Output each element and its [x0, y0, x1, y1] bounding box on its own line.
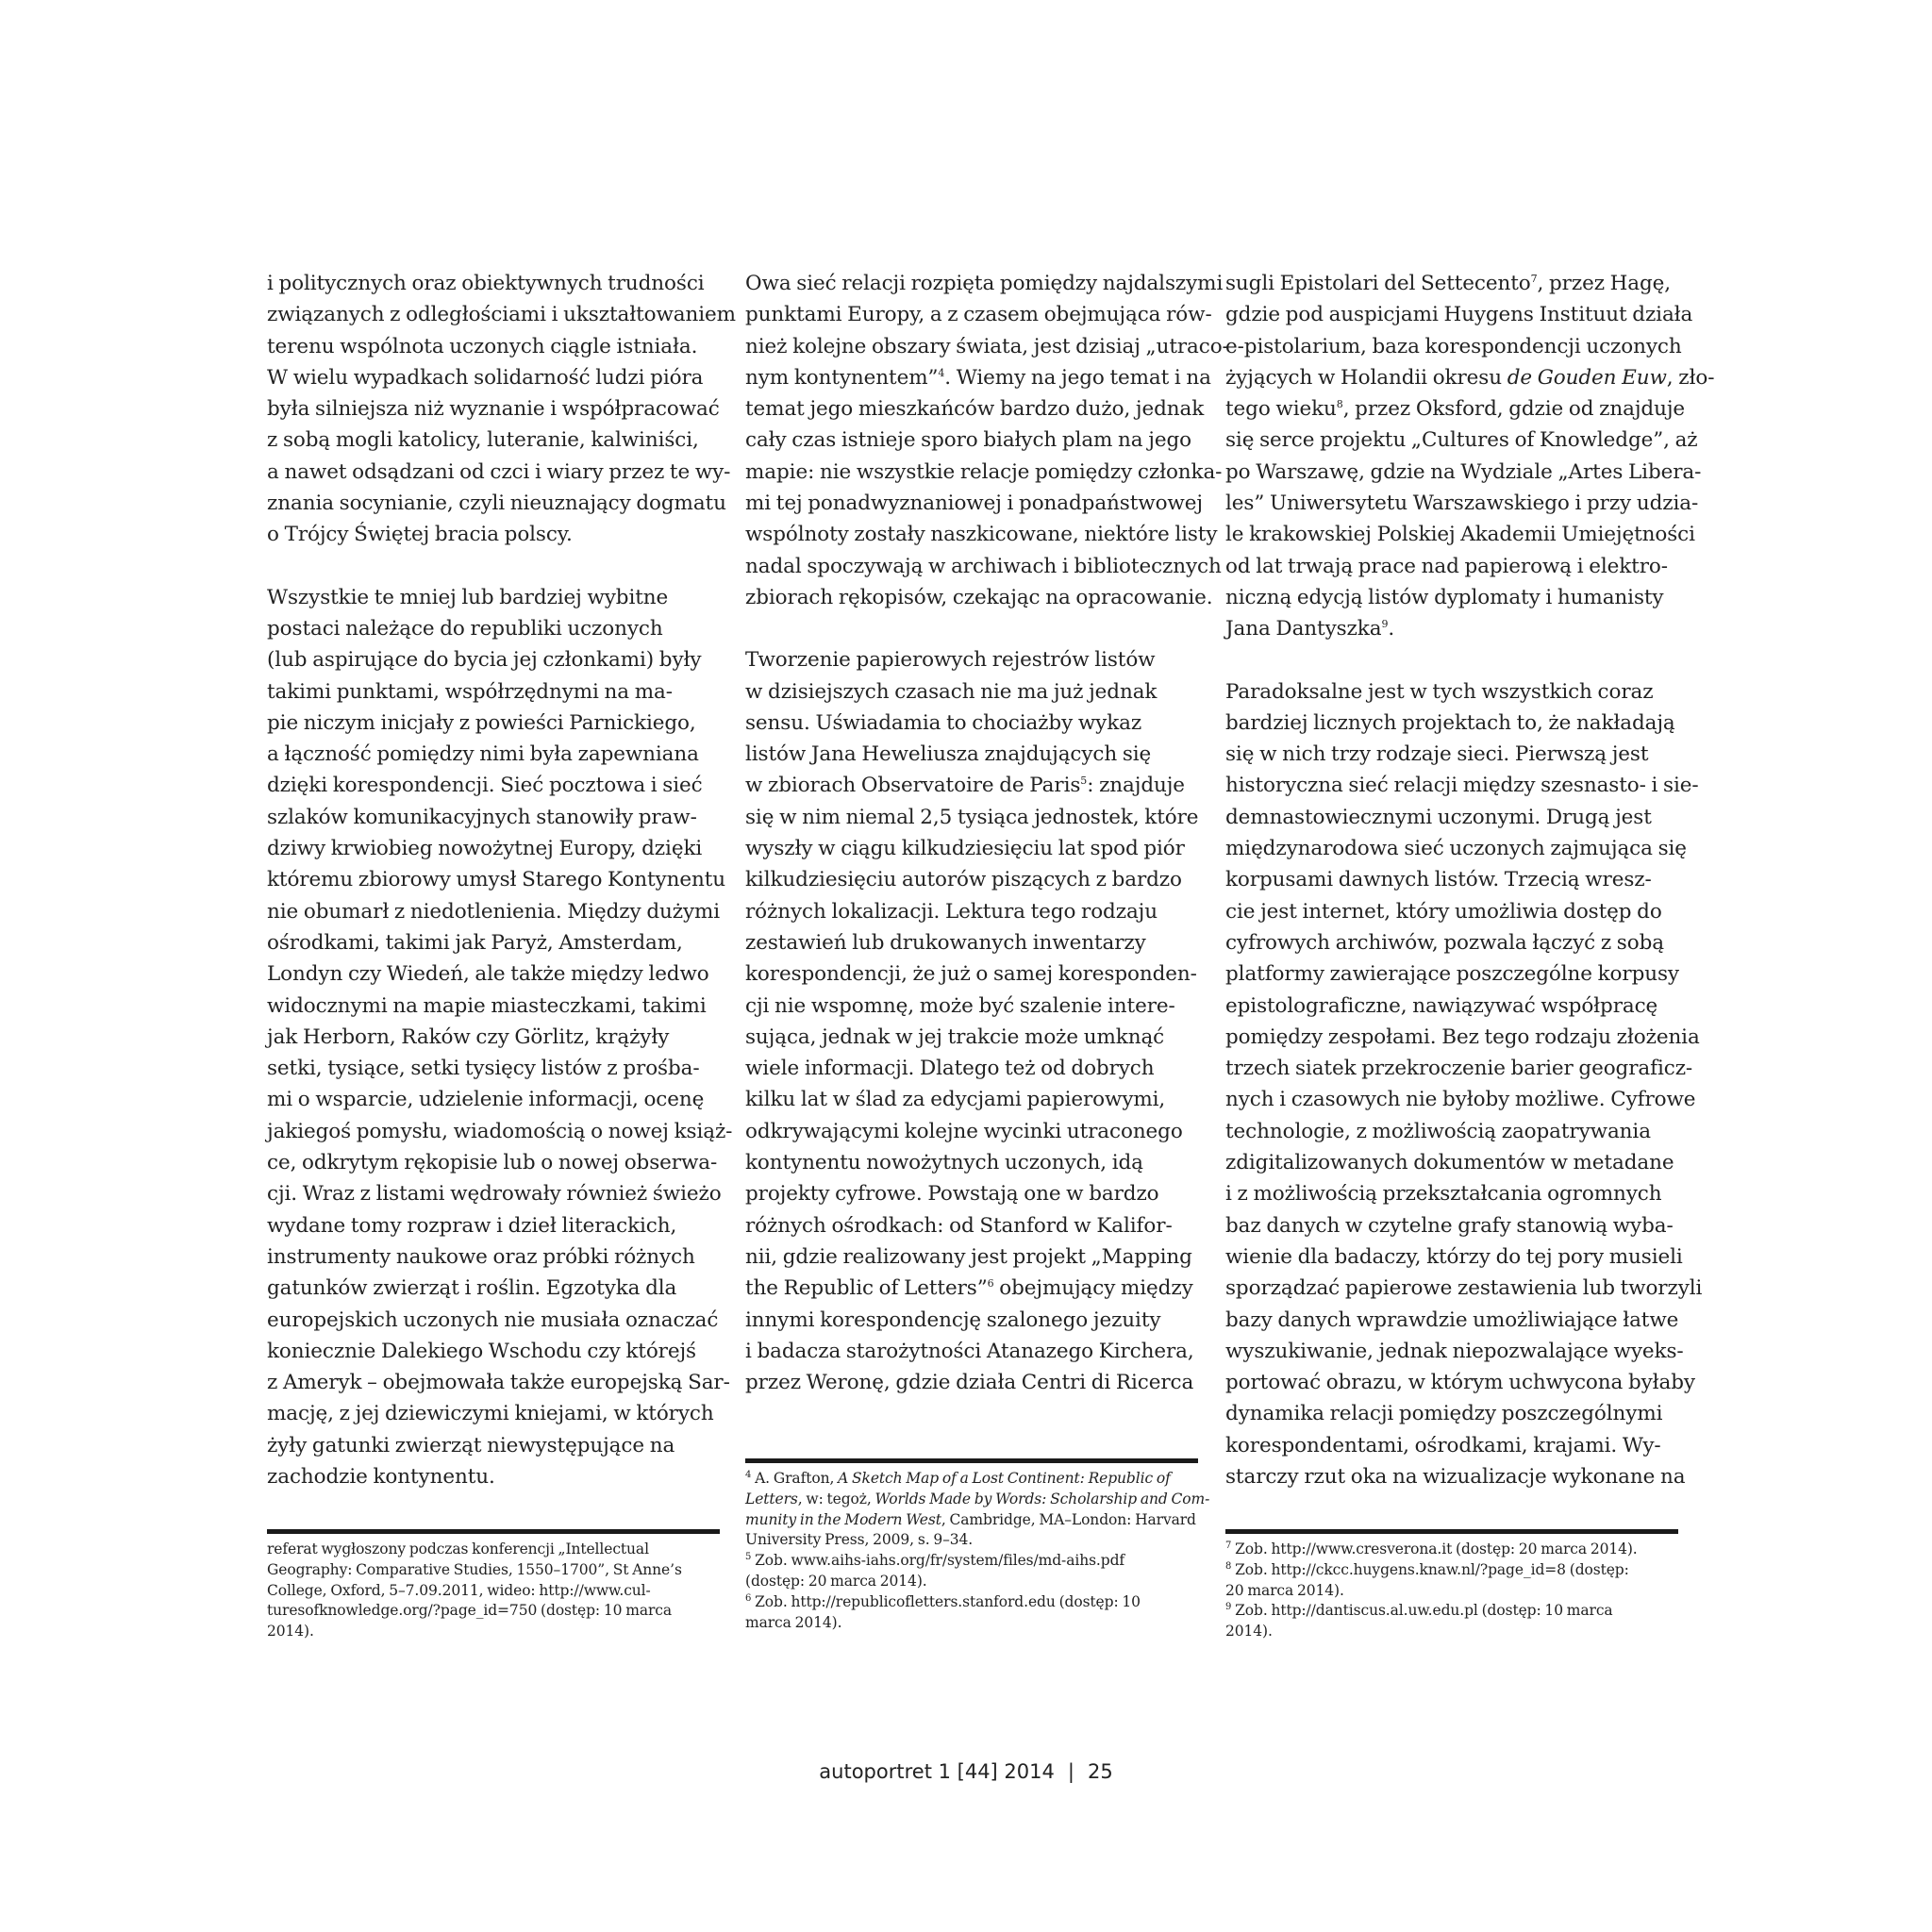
text-line: kilkudziesięciu autorów piszących z bardzo: [745, 868, 1182, 892]
footnotes-column-3: [1225, 1529, 1678, 1642]
footnote-line: $^7$ Zob. http://www.cresverona.it (dostęp: 20 marca 2014).: [1225, 1541, 1638, 1557]
text-line: (lub aspirujące do bycia jej członkami) były: [267, 648, 702, 673]
text-line: technologie, z możliwością zaopatrywania: [1225, 1119, 1651, 1143]
text-line: mi o wsparcie, udzielenie informacji, ocenę: [267, 1088, 705, 1112]
text-line: różnych ośrodkach: od Stanford w Kalifor-: [745, 1213, 1173, 1238]
text-line: wydane tomy rozpraw i dzieł literackich,: [267, 1213, 677, 1238]
text-line: wspólnoty zostały naszkicowane, niektóre listy: [745, 523, 1218, 547]
text-line: koniecznie Dalekiego Wschodu czy którejś: [267, 1339, 696, 1363]
text-line: nych i czasowych nie byłoby możliwe. Cyfrowe: [1225, 1088, 1696, 1112]
paragraph: [745, 268, 1229, 613]
text-line: któremu zbiorowy umysł Starego Kontynentu: [267, 868, 726, 892]
text-line: korespondencji, że już o samej koresponden-: [745, 962, 1197, 987]
text-line: jakiegoś pomysłu, wiadomością o nowej książ-: [267, 1119, 733, 1143]
footnote-line: College, Oxford, 5–7.09.2011, wideo: http://www.cul-: [267, 1581, 651, 1599]
text-line: odkrywającymi kolejne wycinki utraconego: [745, 1119, 1183, 1143]
text-line: nym kontynentem”$^4$. Wiemy na jego temat i na: [745, 365, 1211, 390]
text-line: kilku lat w ślad za edycjami papierowymi,: [745, 1088, 1166, 1112]
text-line: po Warszawę, gdzie na Wydziale „Artes Libera-: [1225, 459, 1702, 484]
text-line: Wszystkie te mniej lub bardziej wybitne: [267, 585, 669, 609]
text-line: znania socynianie, czyli nieuznający dogmatu: [267, 491, 726, 516]
text-line: sugli Epistolari del Settecento$^7$, przez Hagę,: [1225, 272, 1672, 295]
text-line: jak Herborn, Raków czy Görlitz, krążyły: [267, 1024, 670, 1049]
footnote-text: [267, 1540, 720, 1642]
text-line: związanych z odległościami i ukształtowaniem: [267, 303, 736, 327]
text-line: zestawień lub drukowanych inwentarzy: [745, 930, 1146, 955]
text-line: kontynentu nowożytnych uczonych, idą: [745, 1151, 1143, 1175]
text-line: międzynarodowa sieć uczonych zajmująca się: [1225, 837, 1687, 861]
footnote-line: $^5$ Zob. www.aihs-iahs.org/fr/system/files/md-aihs.pdf: [745, 1552, 1125, 1570]
text-line: historyczna sieć relacji między szesnasto- i sie-: [1225, 774, 1699, 798]
text-line: mi tej ponadwyznaniowej i ponadpaństwowej: [745, 491, 1203, 516]
text-line: dziwy krwiobieg nowożytnej Europy, dzięki: [267, 837, 703, 861]
text-line: nież kolejne obszary świata, jest dzisiaj „utraco-: [745, 334, 1229, 358]
paragraph: [745, 644, 1209, 1398]
footnotes-column-2: [745, 1458, 1210, 1633]
text-line: z sobą mogli katolicy, luteranie, kalwiniści,: [267, 428, 699, 453]
footnote-line: munity in the Modern West, Cambridge, MA–London: Harvard: [745, 1510, 1196, 1528]
text-line: europejskich uczonych nie musiała oznaczać: [267, 1307, 719, 1332]
text-line: temat jego mieszkańców bardzo dużo, jednak: [745, 397, 1205, 422]
text-line: gatunków zwierząt i roślin. Egzotyka dla: [267, 1276, 677, 1301]
text-line: innymi korespondencję szalonego jezuity: [745, 1307, 1161, 1332]
text-line: zdigitalizowanych dokumentów w metadane: [1225, 1151, 1674, 1175]
footnote-line: referat wygłoszony podczas konferencji „Intellectual: [267, 1541, 649, 1557]
text-column-3: [1225, 268, 1715, 1492]
text-line: ośrodkami, takimi jak Paryż, Amsterdam,: [267, 930, 683, 955]
text-line: les” Uniwersytetu Warszawskiego i przy udzia-: [1225, 491, 1699, 516]
footnote-line: $^9$ Zob. http://dantiscus.al.uw.edu.pl (dostęp: 10 marca: [1225, 1602, 1613, 1620]
text-line: sensu. Uświadamia to chociażby wykaz: [745, 710, 1142, 735]
text-line: wyszukiwanie, jednak niepozwalające wyeks-: [1225, 1339, 1684, 1363]
text-line: bardziej licznych projektach to, że nakładają: [1225, 710, 1675, 735]
text-line: gdzie pod auspicjami Huygens Instituut działa: [1225, 303, 1693, 327]
text-line: setki, tysiące, setki tysięcy listów z prośba-: [267, 1057, 700, 1081]
text-line: cji nie wspomnę, może być szalenie intere-: [745, 993, 1175, 1018]
text-line: a łączność pomiędzy nimi była zapewniana: [267, 742, 699, 767]
footnote-line: 2014).: [267, 1623, 314, 1641]
text-line: Londyn czy Wiedeń, ale także między ledwo: [267, 962, 709, 987]
text-line: w dzisiejszych czasach nie ma już jednak: [745, 679, 1158, 704]
text-line: trzech siatek przekroczenie barier geograficz-: [1225, 1057, 1693, 1081]
footnote-line: $^4$ A. Grafton, A Sketch Map of a Lost Continent: Republic of: [745, 1470, 1171, 1487]
text-line: nadal spoczywają w archiwach i bibliotecznych: [745, 554, 1222, 578]
text-line: i badacza starożytności Atanazego Kirchera,: [745, 1339, 1194, 1363]
text-line: takimi punktami, współrzędnymi na ma-: [267, 679, 673, 704]
text-line: Owa sieć relacji rozpięta pomiędzy najdalszymi: [745, 272, 1224, 295]
footnote-line: 2014).: [1225, 1623, 1273, 1641]
footnote-text: [1225, 1540, 1678, 1642]
footnote-line: 20 marca 2014).: [1225, 1581, 1344, 1599]
text-line: projekty cyfrowe. Powstają one w bardzo: [745, 1182, 1159, 1207]
text-line: korespondentami, ośrodkami, krajami. Wy-: [1225, 1433, 1661, 1457]
paragraph: [1225, 676, 1703, 1493]
footnotes-column-1: [267, 1529, 720, 1642]
text-line: instrumenty naukowe oraz próbki różnych: [267, 1244, 695, 1269]
footnote-line: (dostęp: 20 marca 2014).: [745, 1572, 927, 1590]
text-line: Tworzenie papierowych rejestrów listów: [745, 648, 1156, 673]
text-line: epistolograficzne, nawiązywać współpracę: [1225, 993, 1658, 1018]
text-line: żyjących w Holandii okresu de Gouden Euw, zło-: [1225, 365, 1715, 390]
folio-separator: |: [1067, 1760, 1074, 1783]
text-line: terenu wspólnota uczonych ciągle istniała.: [267, 334, 698, 358]
text-line: szlaków komunikacyjnych stanowiły praw-: [267, 805, 697, 829]
text-line: wienie dla badaczy, którzy do tej pory musieli: [1225, 1244, 1683, 1269]
footnote-line: Geography: Comparative Studies, 1550–1700”, St Anne’s: [267, 1560, 682, 1578]
text-line: mację, z jej dziewiczymi kniejami, w których: [267, 1402, 714, 1426]
paragraph: [267, 268, 736, 551]
text-line: dynamika relacji pomiędzy poszczególnymi: [1225, 1402, 1663, 1426]
text-line: w zbiorach Observatoire de Paris$^5$: znajduje: [745, 774, 1185, 798]
text-line: o Trójcy Świętej bracia polscy.: [267, 523, 573, 547]
text-line: the Republic of Letters”$^6$ obejmujący między: [745, 1276, 1193, 1301]
text-line: listów Jana Heweliusza znajdujących się: [745, 742, 1152, 767]
footnote-line: marca 2014).: [745, 1613, 842, 1631]
journal-issue: autoportret 1 [44] 2014: [819, 1760, 1055, 1783]
text-line: mapie: nie wszystkie relacje pomiędzy członka-: [745, 459, 1223, 484]
text-line: niczną edycją listów dyplomaty i humanisty: [1225, 585, 1664, 609]
text-line: W wielu wypadkach solidarność ludzi pióra: [267, 365, 704, 390]
footnote-line: turesofknowledge.org/?page_id=750 (dostęp: 10 marca: [267, 1602, 672, 1620]
footnote-line: University Press, 2009, s. 9–34.: [745, 1531, 974, 1549]
text-line: portować obrazu, w którym uchwycona byłaby: [1225, 1371, 1695, 1395]
paragraph: [1225, 268, 1715, 645]
text-line: bazy danych wprawdzie umożliwiające łatwe: [1225, 1307, 1679, 1332]
text-line: sująca, jednak w jej trakcie może umknąć: [745, 1024, 1165, 1049]
text-line: e-pistolarium, baza korespondencji uczonych: [1225, 334, 1682, 358]
text-line: pomiędzy zespołami. Bez tego rodzaju złożenia: [1225, 1024, 1700, 1049]
text-line: cji. Wraz z listami wędrowały również świeżo: [267, 1182, 722, 1207]
text-line: żyły gatunki zwierząt niewystępujące na: [267, 1433, 675, 1457]
page-footer: [0, 1760, 1932, 1783]
text-line: postaci należące do republiki uczonych: [267, 616, 663, 641]
text-line: się w nich trzy rodzaje sieci. Pierwszą jest: [1225, 742, 1649, 767]
text-line: ce, odkrytym rękopisie lub o nowej obserwa-: [267, 1151, 718, 1175]
text-line: tego wieku$^8$, przez Oksford, gdzie od znajduje: [1225, 397, 1686, 422]
text-column-1: [267, 268, 736, 1492]
footnote-text: [745, 1469, 1210, 1633]
text-line: przez Weronę, gdzie działa Centri di Ricerca: [745, 1371, 1194, 1395]
paragraph: [267, 582, 731, 1493]
text-line: le krakowskiej Polskiej Akademii Umiejętności: [1225, 523, 1695, 547]
text-line: a nawet odsądzani od czci i wiary przez te wy-: [267, 459, 731, 484]
text-line: się serce projektu „Cultures of Knowledge”, aż: [1225, 428, 1698, 453]
text-line: korpusami dawnych listów. Trzecią wresz-: [1225, 868, 1652, 892]
text-line: zbiorach rękopisów, czekając na opracowanie.: [745, 585, 1213, 609]
text-line: była silniejsza niż wyznanie i współpracować: [267, 397, 720, 422]
text-line: Paradoksalne jest w tych wszystkich coraz: [1225, 679, 1654, 704]
text-line: z Ameryk – obejmowała także europejską Sar-: [267, 1371, 730, 1395]
text-line: cały czas istnieje sporo białych plam na jego: [745, 428, 1191, 453]
text-line: cyfrowych archiwów, pozwala łączyć z sobą: [1225, 930, 1664, 955]
text-line: pie niczym inicjały z powieści Parnickiego,: [267, 710, 696, 735]
text-line: i z możliwością przekształcania ogromnych: [1225, 1182, 1662, 1207]
text-line: dzięki korespondencji. Sieć pocztowa i sieć: [267, 774, 703, 798]
text-line: zachodzie kontynentu.: [267, 1464, 495, 1489]
text-line: cie jest internet, który umożliwia dostęp do: [1225, 899, 1662, 924]
text-line: starczy rzut oka na wizualizacje wykonane na: [1225, 1464, 1686, 1489]
text-column-2: [745, 268, 1229, 1398]
footnote-line: Letters, w: tegoż, Worlds Made by Words: Scholarship and Com-: [745, 1490, 1210, 1507]
text-line: widocznymi na mapie miasteczkami, takimi: [267, 993, 707, 1018]
text-line: platformy zawierające poszczególne korpusy: [1225, 962, 1679, 987]
footnote-line: $^8$ Zob. http://ckcc.huygens.knaw.nl/?page_id=8 (dostęp:: [1225, 1560, 1629, 1578]
text-line: nie obumarł z niedotlenienia. Między dużymi: [267, 899, 721, 924]
text-line: baz danych w czytelne grafy stanowią wyba-: [1225, 1213, 1674, 1238]
text-line: się w nim niemal 2,5 tysiąca jednostek, które: [745, 805, 1199, 829]
text-line: nii, gdzie realizowany jest projekt „Mapping: [745, 1244, 1192, 1269]
text-line: wiele informacji. Dlatego też od dobrych: [745, 1057, 1155, 1081]
text-line: wyszły w ciągu kilkudziesięciu lat spod piór: [745, 837, 1185, 861]
text-line: sporządzać papierowe zestawienia lub tworzyli: [1225, 1276, 1703, 1301]
text-line: Jana Dantyszka$^9$.: [1225, 617, 1395, 641]
text-line: punktami Europy, a z czasem obejmująca rów-: [745, 303, 1212, 327]
page-number: 25: [1087, 1760, 1113, 1783]
text-line: różnych lokalizacji. Lektura tego rodzaju: [745, 899, 1158, 924]
text-line: od lat trwają prace nad papierową i elektro-: [1225, 554, 1668, 578]
text-line: i politycznych oraz obiektywnych trudności: [267, 272, 705, 295]
footnote-line: $^6$ Zob. http://republicofletters.stanford.edu (dostęp: 10: [745, 1592, 1141, 1610]
text-line: demnastowiecznymi uczonymi. Drugą jest: [1225, 805, 1652, 829]
